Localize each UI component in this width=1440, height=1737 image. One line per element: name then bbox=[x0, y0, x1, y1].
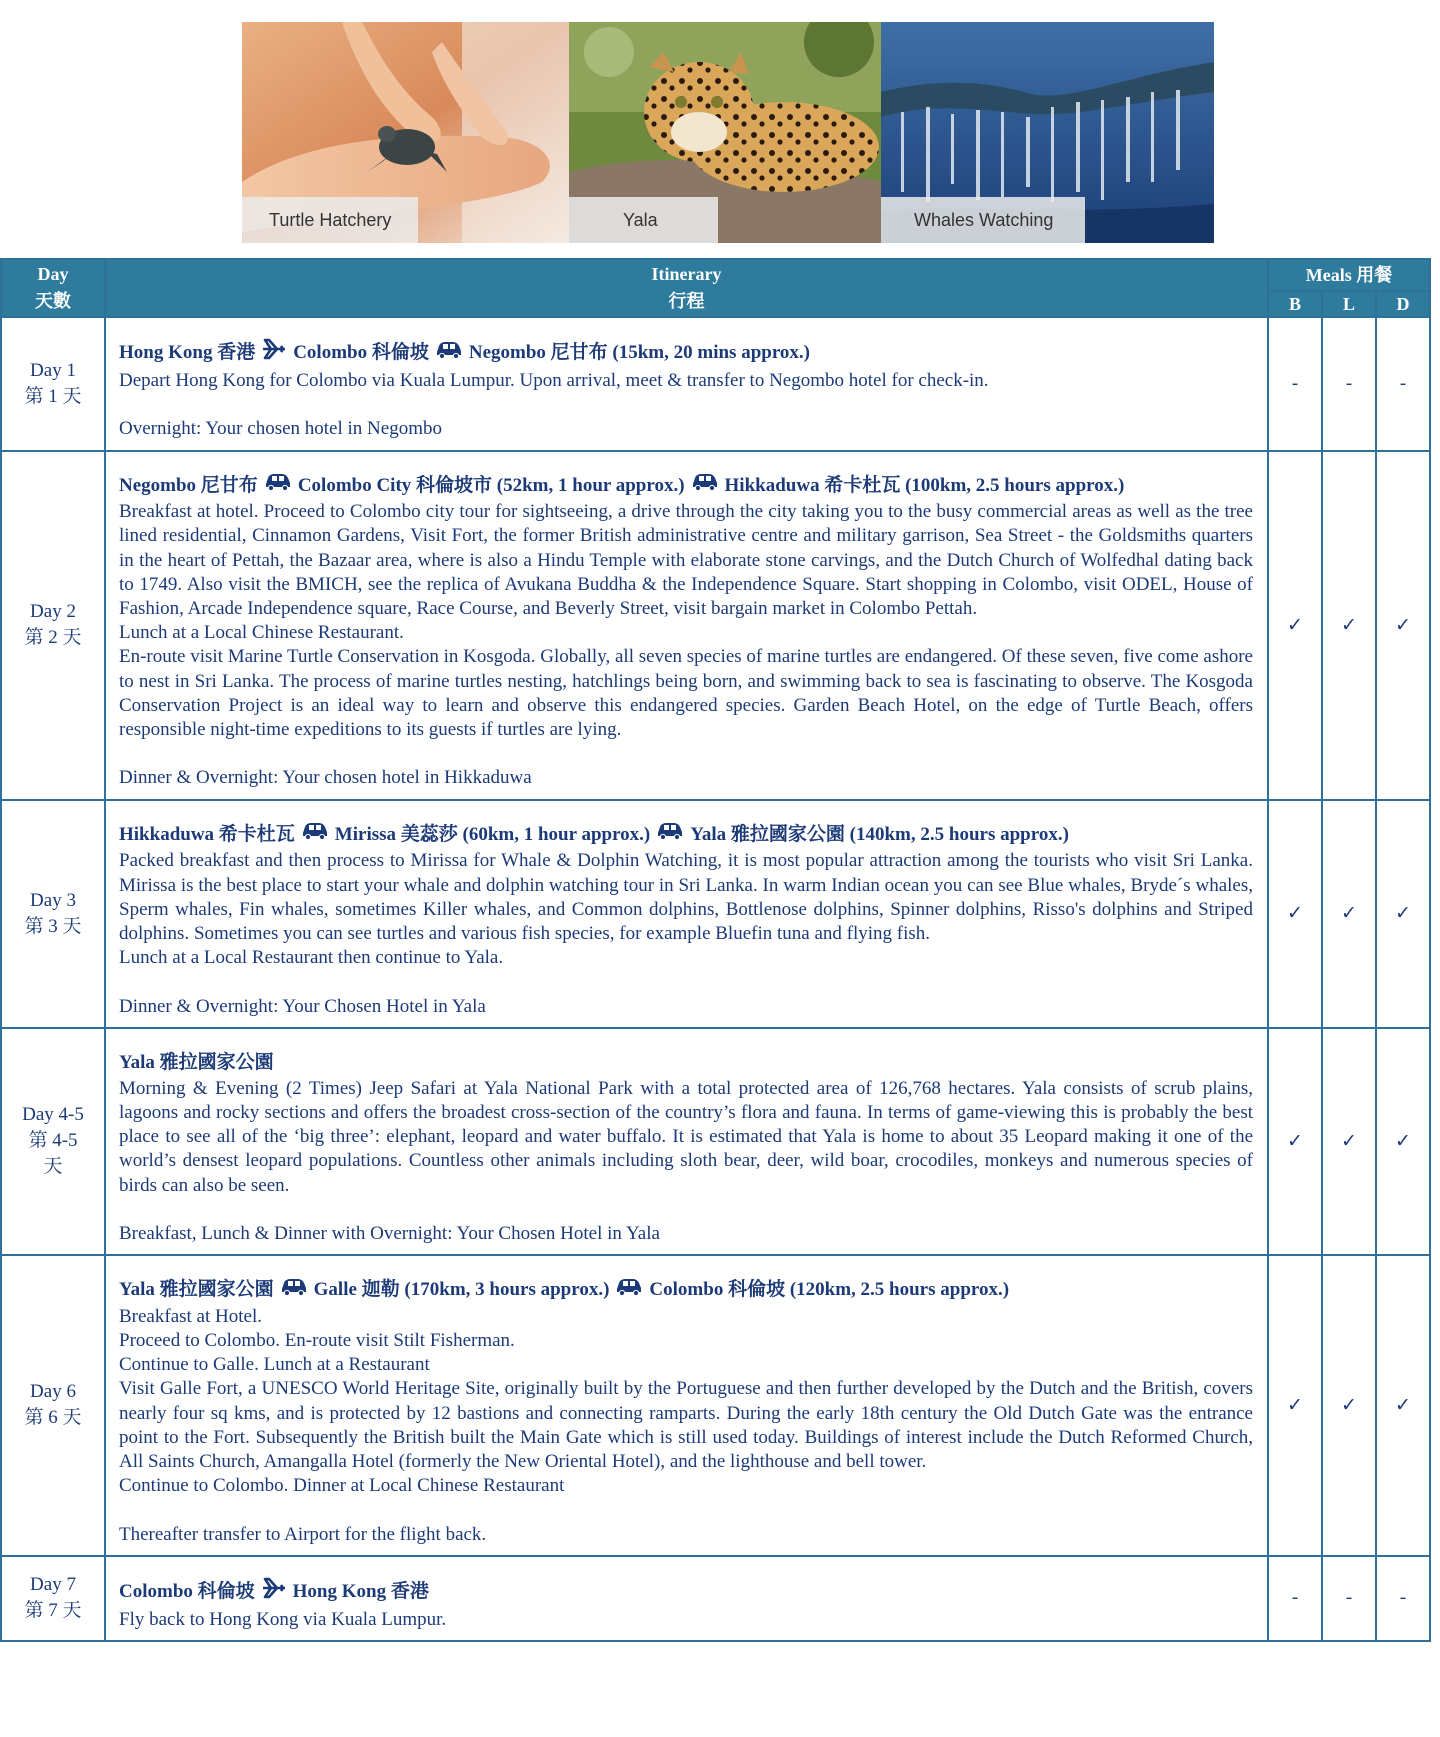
meal-header-lunch: L bbox=[1322, 291, 1376, 317]
description-paragraph: Continue to Galle. Lunch at a Restaurant bbox=[119, 1354, 430, 1376]
paragraph-gap bbox=[119, 970, 1253, 994]
photo-caption: Whales Watching bbox=[881, 197, 1085, 243]
route-line bbox=[119, 338, 1253, 369]
car-icon bbox=[301, 821, 329, 849]
itinerary-cell bbox=[105, 451, 1268, 800]
itinerary-body bbox=[1, 317, 1430, 1641]
description-paragraph: En-route visit Marine Turtle Conservation in Kosgoda. Globally, all seven species of marine turtles are endangered. Of these seven, five come ashore to nest in Sri Lanka. The process of marine turtles nesting, hatchlings being born, and swimming back to sea is fascinating to observe. The Kosgoda Conservation Project is an ideal way to learn and observe this endangered species. Garden Beach Hotel, on the edge of Turtle Beach, offers responsible night-time expeditions to its guests if turtles are lying. bbox=[119, 646, 1253, 741]
route-line bbox=[119, 1577, 1253, 1608]
car-icon bbox=[264, 472, 292, 500]
itinerary-column-header bbox=[105, 259, 1268, 317]
description-paragraph: Visit Galle Fort, a UNESCO World Heritage Site, originally built by the Portuguese and then further developed by the Dutch and the British, covers nearly four sq kms, and is protected by 12 bastions and connecting ramparts. During the early 18th century the Old Dutch Gate was the entrance point to the Fort. Subsequently the British built the Main Gate which is still used today. Buildings of interest include the Dutch Reformed Church, All Saints Church, Amangalla Hotel (formerly the New Oriental Hotel), and the lighthouse and bell tower. bbox=[119, 1378, 1253, 1472]
route-line bbox=[119, 1049, 1253, 1077]
description-paragraph: Continue to Colombo. Dinner at Local Chinese Restaurant bbox=[119, 1475, 565, 1497]
meal-lunch-cell: ✓ bbox=[1322, 451, 1376, 800]
itinerary-cell bbox=[105, 1556, 1268, 1641]
description-paragraph: Dinner & Overnight: Your Chosen Hotel in Yala bbox=[119, 995, 486, 1017]
description-paragraph: Packed breakfast and then process to Mirissa for Whale & Dolphin Watching, it is most popular attraction among the tourists who visit Sri Lanka. Mirissa is the best place to start your whale and dolphin watching tour in Sri Lanka. In warm Indian ocean you can see Blue whales, Bryde´s whales, Sperm whales, Fin whales, sometimes Killer whales, and Common dolphins, Bottlenose dolphins, Spinner dolphins, Risso's dolphins and Striped dolphins. Sometimes you can see turtles and various fish species, for example Bluefin tuna and flying fish. bbox=[119, 850, 1253, 944]
itinerary-row bbox=[1, 1255, 1430, 1556]
meal-breakfast-cell: ✓ bbox=[1268, 1255, 1322, 1556]
day-cell bbox=[1, 1028, 105, 1255]
route-stop: Hikkaduwa 希卡杜瓦 bbox=[119, 823, 295, 845]
day-description bbox=[119, 1305, 1253, 1547]
route-line bbox=[119, 821, 1253, 850]
car-icon bbox=[615, 1277, 643, 1305]
day-description bbox=[119, 1077, 1253, 1246]
itinerary-cell bbox=[105, 1255, 1268, 1556]
description-paragraph: Depart Hong Kong for Colombo via Kuala Lumpur. Upon arrival, meet & transfer to Negombo hotel for check-in. bbox=[119, 370, 989, 391]
meal-lunch-cell: ✓ bbox=[1322, 1255, 1376, 1556]
itinerary-header-en: Itinerary bbox=[651, 264, 722, 284]
day-label: 第 4-5 bbox=[28, 1130, 78, 1152]
route-line bbox=[119, 1276, 1253, 1305]
day-label: Day 2 bbox=[30, 601, 76, 623]
day-label: Day 3 bbox=[30, 889, 76, 911]
car-icon bbox=[656, 821, 684, 849]
day-header-cn: 天數 bbox=[35, 291, 71, 311]
day-header-en: Day bbox=[37, 264, 69, 284]
description-paragraph: Proceed to Colombo. En-route visit Stilt Fisherman. bbox=[119, 1329, 515, 1351]
day-cell bbox=[1, 800, 105, 1028]
route-stop: Negombo 尼甘布 bbox=[119, 474, 258, 496]
itinerary-row bbox=[1, 1556, 1430, 1641]
paragraph-gap bbox=[119, 1198, 1253, 1222]
day-label: 天 bbox=[43, 1156, 63, 1178]
route-stop: Hikkaduwa 希卡杜瓦 (100km, 2.5 hours approx.) bbox=[724, 474, 1125, 496]
meal-breakfast-cell: ✓ bbox=[1268, 1028, 1322, 1255]
meals-column-header: Meals 用餐 bbox=[1268, 259, 1430, 291]
day-column-header bbox=[1, 259, 105, 317]
meal-lunch-cell: - bbox=[1322, 1556, 1376, 1641]
day-label: Day 6 bbox=[30, 1381, 76, 1403]
route-stop: Negombo 尼甘布 (15km, 20 mins approx.) bbox=[468, 341, 810, 363]
plane-icon bbox=[261, 1577, 287, 1608]
day-description bbox=[119, 849, 1253, 1018]
meal-header-breakfast: B bbox=[1268, 291, 1322, 317]
meal-dinner-cell: - bbox=[1376, 1556, 1430, 1641]
route-stop: Colombo 科倫坡 bbox=[119, 1580, 255, 1602]
route-line bbox=[119, 472, 1253, 501]
car-icon bbox=[435, 340, 463, 368]
itinerary-header-cn: 行程 bbox=[668, 291, 705, 311]
meal-lunch-cell: ✓ bbox=[1322, 1028, 1376, 1255]
meal-dinner-cell: ✓ bbox=[1376, 1028, 1430, 1255]
itinerary-table bbox=[0, 258, 1431, 1642]
description-paragraph: Dinner & Overnight: Your chosen hotel in Hikkaduwa bbox=[119, 767, 532, 789]
description-paragraph: Breakfast at Hotel. bbox=[119, 1305, 262, 1327]
meal-lunch-cell: - bbox=[1322, 317, 1376, 451]
day-label: Day 1 bbox=[30, 359, 76, 381]
itinerary-row bbox=[1, 800, 1430, 1028]
itinerary-cell bbox=[105, 317, 1268, 451]
route-stop: Mirissa 美蕊莎 (60km, 1 hour approx.) bbox=[334, 823, 651, 845]
photo-caption: Yala bbox=[569, 197, 718, 243]
description-paragraph: Morning & Evening (2 Times) Jeep Safari at Yala National Park with a total protected area of 126,768 hectares. Yala consists of scrub plains, lagoons and rocky sections and offers the broadest cross-section of the country’s flora and fauna. In terms of game-viewing this is probably the best place to see all of the ‘big three’: elephant, leopard and water buffalo. It is estimated that Yala is home to about 35 Leopard making it one of the world’s densest leopard populations. Countless other animals including sloth bear, deer, wild boar, crocodiles, monkeys and numerous species of birds can also be seen. bbox=[119, 1077, 1253, 1196]
photo-banner bbox=[242, 22, 1214, 243]
car-icon bbox=[280, 1277, 308, 1305]
route-stop: Colombo 科倫坡 (120km, 2.5 hours approx.) bbox=[649, 1279, 1010, 1301]
meal-breakfast-cell: - bbox=[1268, 317, 1322, 451]
meal-lunch-cell: ✓ bbox=[1322, 800, 1376, 1028]
description-paragraph: Fly back to Hong Kong via Kuala Lumpur. bbox=[119, 1608, 447, 1630]
description-paragraph: Thereafter transfer to Airport for the flight back. bbox=[119, 1523, 487, 1545]
meal-header-dinner: D bbox=[1376, 291, 1430, 317]
route-stop: Yala 雅拉國家公園 (140km, 2.5 hours approx.) bbox=[690, 823, 1069, 845]
meal-breakfast-cell: ✓ bbox=[1268, 800, 1322, 1028]
description-paragraph: Breakfast at hotel. Proceed to Colombo city tour for sightseeing, a drive through the city taking you to the busy commercial areas as well as the tree lined residential, Cinnamon Gardens, Visit Fort, the former British administrative centre and military garrison, Sea Street - the Goldsmiths quarters in the heart of Pettah, the Bazaar area, where is also a Hindu Temple with elaborate stone carvings, and the Dutch Church of Wolfedhal dating back to 1749. Also visit the BMICH, see the replica of Avukana Buddha & the Independence Square. Start shopping in Colombo, visit ODEL, House of Fashion, Arcade Independence square, Race Course, and Beverly Street, visit bargain market in Colombo Pettah. bbox=[119, 501, 1253, 620]
meal-dinner-cell: - bbox=[1376, 317, 1430, 451]
day-cell bbox=[1, 1255, 105, 1556]
photo-caption: Turtle Hatchery bbox=[242, 197, 418, 243]
day-cell bbox=[1, 317, 105, 451]
meal-breakfast-cell: ✓ bbox=[1268, 451, 1322, 800]
itinerary-row bbox=[1, 1028, 1430, 1255]
route-stop: Hong Kong 香港 bbox=[119, 341, 256, 363]
description-paragraph: Breakfast, Lunch & Dinner with Overnight: Your Chosen Hotel in Yala bbox=[119, 1222, 660, 1244]
route-stop: Colombo 科倫坡 bbox=[293, 341, 429, 363]
route-stop: Hong Kong 香港 bbox=[292, 1580, 429, 1602]
day-description bbox=[119, 500, 1253, 790]
meal-dinner-cell: ✓ bbox=[1376, 1255, 1430, 1556]
car-icon bbox=[691, 472, 719, 500]
itinerary-cell bbox=[105, 800, 1268, 1028]
description-paragraph: Lunch at a Local Restaurant then continue to Yala. bbox=[119, 947, 504, 969]
route-stop: Galle 迦勒 (170km, 3 hours approx.) bbox=[313, 1279, 610, 1301]
plane-icon bbox=[261, 338, 287, 369]
route-stop: Yala 雅拉國家公園 bbox=[119, 1279, 274, 1301]
day-label: 第 1 天 bbox=[24, 385, 82, 407]
description-paragraph: Lunch at a Local Chinese Restaurant. bbox=[119, 622, 404, 644]
itinerary-cell bbox=[105, 1028, 1268, 1255]
day-description bbox=[119, 369, 1253, 442]
paragraph-gap bbox=[119, 1498, 1253, 1522]
day-description bbox=[119, 1608, 1253, 1632]
paragraph-gap bbox=[119, 742, 1253, 766]
day-label: Day 7 bbox=[30, 1574, 76, 1596]
day-label: 第 7 天 bbox=[24, 1600, 82, 1622]
description-paragraph: Overnight: Your chosen hotel in Negombo bbox=[119, 418, 442, 440]
meal-dinner-cell: ✓ bbox=[1376, 800, 1430, 1028]
meal-breakfast-cell: - bbox=[1268, 1556, 1322, 1641]
meal-dinner-cell: ✓ bbox=[1376, 451, 1430, 800]
day-cell bbox=[1, 1556, 105, 1641]
route-stop: Yala 雅拉國家公園 bbox=[119, 1051, 274, 1073]
route-stop: Colombo City 科倫坡市 (52km, 1 hour approx.) bbox=[297, 474, 685, 496]
day-label: 第 2 天 bbox=[24, 627, 82, 649]
whales-watching-photo bbox=[881, 22, 1214, 243]
day-cell bbox=[1, 451, 105, 800]
yala-photo bbox=[569, 22, 881, 243]
day-label: 第 3 天 bbox=[24, 915, 82, 937]
day-label: Day 4-5 bbox=[22, 1104, 84, 1126]
itinerary-row bbox=[1, 317, 1430, 451]
day-label: 第 6 天 bbox=[24, 1407, 82, 1429]
itinerary-row bbox=[1, 451, 1430, 800]
paragraph-gap bbox=[119, 393, 1253, 417]
turtle-hatchery-photo bbox=[242, 22, 569, 243]
